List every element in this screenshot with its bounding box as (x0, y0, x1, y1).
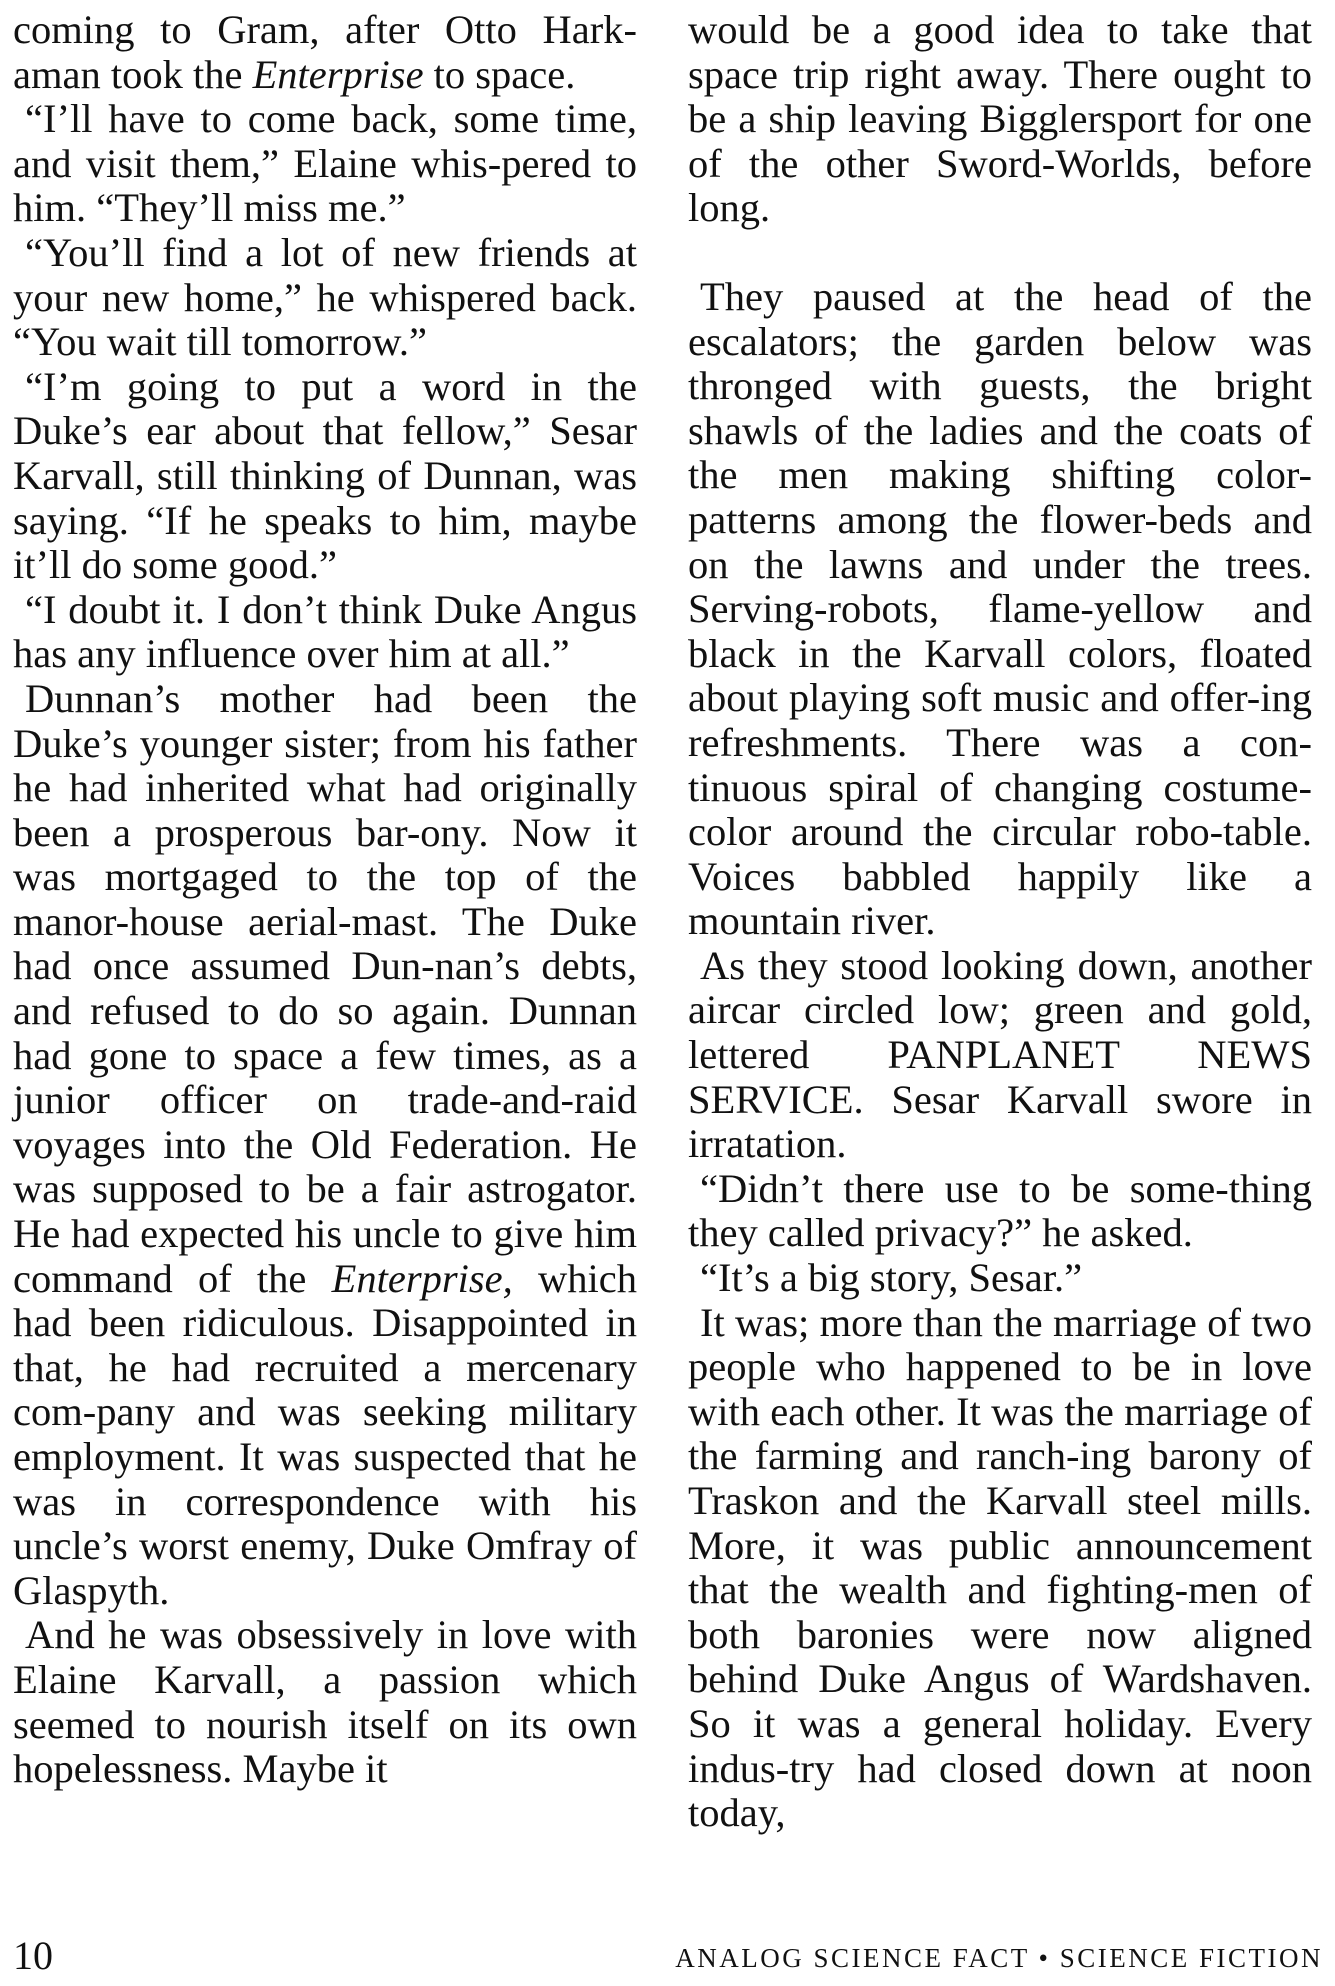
text-run: Dunnan’s mother had been the Duke’s younger sister; from his father he had inherited what had originally been a prosperous bar-ony. Now it was mortgaged to the top of the manor-house aerial-mast. The Duke had once assumed Dun-nan’s debts, and refused to do so again. Dunnan had gone to space a few times, as a junior officer on trade-and-raid voyages into the Old Federation. He was supposed to be a fair astrogator. He had expected his uncle to give him command of the (13, 675, 637, 1301)
paragraph (688, 8, 1312, 231)
paragraph (13, 8, 637, 97)
paragraph (688, 1301, 1312, 1836)
text-run: coming to Gram, after Otto Hark-aman took the (13, 7, 637, 97)
paragraph (13, 1613, 637, 1791)
running-title: ANALOG SCIENCE FACT • SCIENCE FICTION (675, 1943, 1323, 1973)
text-run: “Didn’t there use to be some-thing they called privacy?” he asked. (688, 1165, 1312, 1256)
paragraph (13, 677, 637, 1613)
italic-text: Enterprise, (331, 1255, 513, 1301)
text-run: “I’ll have to come back, some time, and visit them,” Elaine whis-pered to him. “They’ll miss me.” (13, 96, 637, 231)
italic-text: Enterprise (252, 51, 424, 97)
paragraph (688, 1256, 1312, 1301)
text-run: to space. (423, 51, 576, 97)
paragraph (13, 97, 637, 231)
paragraph (13, 231, 637, 365)
text-run: would be a good idea to take that space trip right away. There ought to be a ship leaving Bigglersport for one of the other Sword-Worlds, before long. (688, 7, 1312, 231)
text-run: And he was obsessively in love with Elaine Karvall, a passion which seemed to nourish itself on its own hopelessness. Maybe it (13, 1612, 637, 1792)
text-run: They paused at the head of the escalators; the garden below was thronged with guests, the bright shawls of the ladies and the coats of the men making shifting color-patterns among the flower-beds and on the lawns and under the trees. Serving-robots, flame-yellow and black in the Karvall colors, floated about playing soft music and offer-ing refreshments. There was a con-tinuous spiral of changing costume-color around the circular robo-table. Voices babbled happily like a mountain river. (688, 273, 1312, 944)
text-run: “You’ll find a lot of new friends at your new home,” he whispered back. “You wait till tomorrow.” (13, 229, 637, 365)
paragraph (688, 275, 1312, 944)
paragraph (688, 1167, 1312, 1256)
page-footer (13, 1928, 1323, 1978)
left-column (13, 8, 637, 1792)
text-run: which had been ridiculous. Disappointed in that, he had recruited a mercenary com-pany and was seeking military employment. It was suspected that he was in correspondence with his uncle’s worst enemy, Duke Omfray of Glaspyth. (13, 1255, 638, 1613)
text-run: “It’s a big story, Sesar.” (700, 1255, 1083, 1301)
paragraph (13, 365, 637, 588)
text-run: As they stood looking down, another aircar circled low; green and gold, lettered PANPLANET NEWS SERVICE. Sesar Karvall swore in irratation. (688, 942, 1312, 1167)
paragraph (13, 588, 637, 677)
page-number: 10 (13, 1933, 53, 1978)
text-run: “I’m going to put a word in the Duke’s ear about that fellow,” Sesar Karvall, still thinking of Dunnan, was saying. “If he speaks to him, maybe it’ll do some good.” (13, 363, 637, 588)
right-column (688, 8, 1312, 1836)
paragraph (688, 944, 1312, 1167)
text-run: “I doubt it. I don’t think Duke Angus has any influence over him at all.” (13, 586, 637, 677)
text-run: It was; more than the marriage of two people who happened to be in love with each other. It was the marriage of the farming and ranch-ing barony of Traskon and the Karvall steel mills. More, it was public announcement that the wealth and fighting-men of both baronies were now aligned behind Duke Angus of Wardshaven. So it was a general holiday. Every indus-try had closed down at noon today, (688, 1299, 1312, 1836)
